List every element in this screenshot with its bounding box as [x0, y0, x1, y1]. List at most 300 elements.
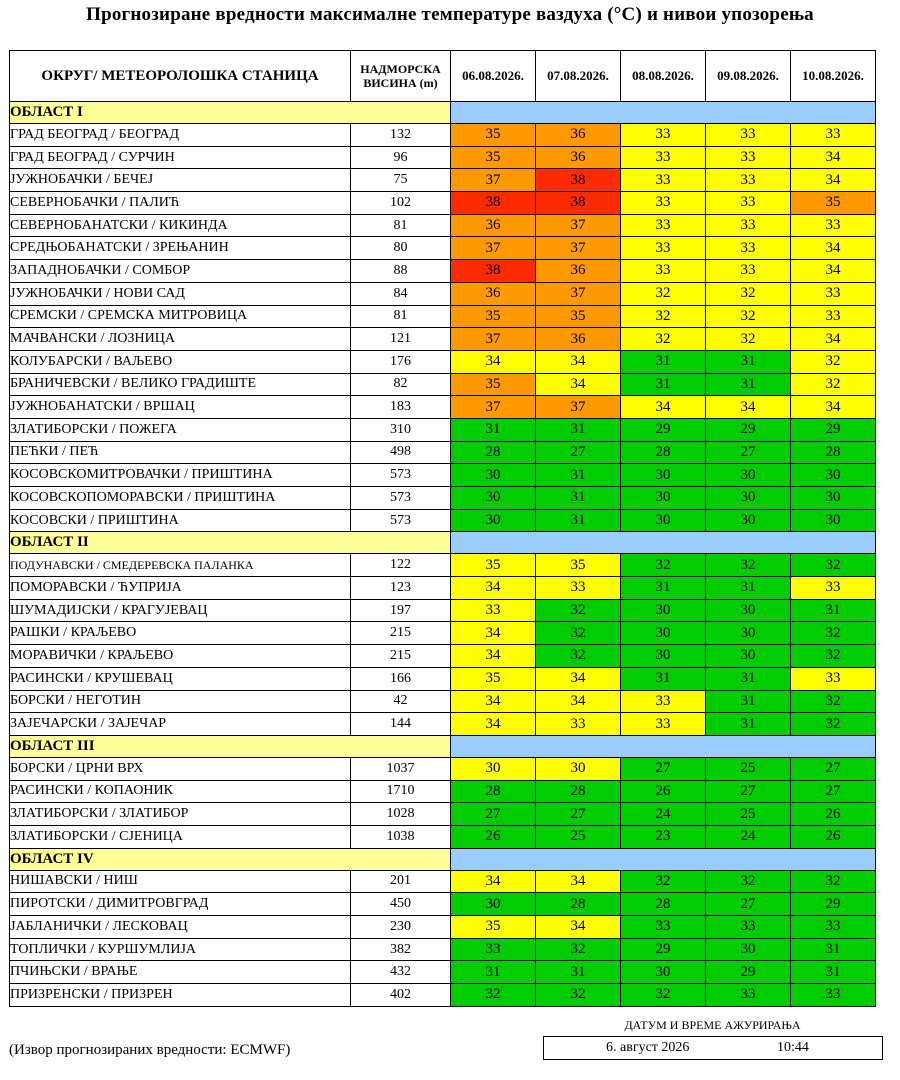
temperature-cell: 30 [621, 961, 706, 984]
temperature-cell: 34 [791, 396, 876, 419]
temperature-cell: 31 [451, 961, 536, 984]
temperature-cell: 31 [706, 690, 791, 713]
temperature-cell: 31 [536, 509, 621, 532]
region-row [10, 735, 876, 757]
temperature-cell: 37 [536, 214, 621, 237]
station-name: МАЧВАНСКИ / ЛОЗНИЦА [10, 328, 351, 351]
region-label: ОБЛАСТ III [10, 735, 451, 757]
update-time: 10:44 [777, 1040, 809, 1055]
table-row [10, 984, 876, 1007]
temperature-cell: 24 [706, 825, 791, 848]
region-row [10, 848, 876, 870]
temperature-cell: 33 [621, 690, 706, 713]
region-row [10, 532, 876, 554]
temperature-cell: 29 [791, 893, 876, 916]
temperature-cell: 33 [706, 260, 791, 283]
temperature-cell: 30 [621, 622, 706, 645]
station-name: РАСИНСКИ / КРУШЕВАЦ [10, 667, 351, 690]
station-altitude: 84 [351, 282, 451, 305]
temperature-cell: 28 [451, 441, 536, 464]
temperature-cell: 36 [536, 124, 621, 147]
table-row [10, 441, 876, 464]
table-row [10, 124, 876, 147]
temperature-cell: 33 [621, 192, 706, 215]
column-header-date: 06.08.2026. [451, 51, 536, 102]
table-row [10, 870, 876, 893]
station-altitude: 201 [351, 870, 451, 893]
station-altitude: 573 [351, 464, 451, 487]
temperature-cell: 31 [536, 487, 621, 510]
table-row [10, 350, 876, 373]
region-band [451, 735, 876, 757]
station-altitude: 122 [351, 554, 451, 577]
station-altitude: 1038 [351, 825, 451, 848]
update-box [543, 1036, 883, 1060]
column-header-date: 08.08.2026. [621, 51, 706, 102]
column-header-altitude [351, 51, 451, 102]
station-name: ПРИЗРЕНСКИ / ПРИЗРЕН [10, 984, 351, 1007]
temperature-cell: 30 [621, 599, 706, 622]
temperature-cell: 27 [536, 441, 621, 464]
temperature-cell: 31 [621, 373, 706, 396]
station-altitude: 310 [351, 418, 451, 441]
temperature-cell: 33 [791, 984, 876, 1007]
page-title: Прогнозиране вредности максималне температуре ваздуха (°C) и нивои упозорења [86, 4, 814, 25]
temperature-cell: 34 [621, 396, 706, 419]
station-altitude: 144 [351, 713, 451, 736]
temperature-cell: 27 [536, 803, 621, 826]
temperature-cell: 34 [536, 373, 621, 396]
temperature-cell: 33 [621, 916, 706, 939]
temperature-cell: 30 [706, 464, 791, 487]
temperature-cell: 31 [791, 599, 876, 622]
region-row [10, 102, 876, 124]
temperature-cell: 30 [791, 509, 876, 532]
station-name: ЈУЖНОБАЧКИ / БЕЧЕЈ [10, 169, 351, 192]
temperature-cell: 35 [451, 305, 536, 328]
source-note: (Извор прогнозираних вредности: ECMWF) [9, 1042, 291, 1058]
table-row [10, 803, 876, 826]
temperature-cell: 30 [451, 509, 536, 532]
station-name: ПЕЋКИ / ПЕЋ [10, 441, 351, 464]
temperature-cell: 34 [451, 577, 536, 600]
temperature-cell: 28 [621, 441, 706, 464]
temperature-cell: 24 [621, 803, 706, 826]
temperature-cell: 34 [791, 260, 876, 283]
table-row [10, 509, 876, 532]
temperature-cell: 32 [791, 645, 876, 668]
temperature-cell: 33 [791, 667, 876, 690]
column-header-date: 09.08.2026. [706, 51, 791, 102]
table-body [10, 102, 876, 1007]
temperature-cell: 35 [451, 554, 536, 577]
station-altitude: 132 [351, 124, 451, 147]
station-altitude: 498 [351, 441, 451, 464]
temperature-cell: 23 [621, 825, 706, 848]
temperature-cell: 34 [791, 146, 876, 169]
temperature-cell: 30 [706, 938, 791, 961]
temperature-cell: 36 [451, 282, 536, 305]
temperature-cell: 28 [536, 893, 621, 916]
station-name: РАСИНСКИ / КОПАОНИК [10, 780, 351, 803]
station-altitude: 82 [351, 373, 451, 396]
temperature-cell: 27 [791, 780, 876, 803]
station-name: КОСОВСКОПОМОРАВСКИ / ПРИШТИНА [10, 487, 351, 510]
temperature-cell: 32 [706, 328, 791, 351]
temperature-cell: 33 [791, 214, 876, 237]
temperature-cell: 34 [791, 328, 876, 351]
table-row [10, 146, 876, 169]
temperature-cell: 33 [621, 713, 706, 736]
table-row [10, 622, 876, 645]
station-altitude: 96 [351, 146, 451, 169]
temperature-cell: 33 [706, 214, 791, 237]
temperature-cell: 29 [791, 418, 876, 441]
temperature-cell: 35 [536, 554, 621, 577]
table-row [10, 464, 876, 487]
temperature-cell: 33 [621, 146, 706, 169]
temperature-cell: 34 [451, 645, 536, 668]
temperature-cell: 30 [451, 757, 536, 780]
temperature-cell: 26 [451, 825, 536, 848]
table-row [10, 554, 876, 577]
table-row [10, 780, 876, 803]
temperature-cell: 37 [451, 237, 536, 260]
temperature-cell: 32 [791, 622, 876, 645]
temperature-cell: 34 [536, 690, 621, 713]
temperature-cell: 27 [706, 893, 791, 916]
station-name: ЗАЈЕЧАРСКИ / ЗАЈЕЧАР [10, 713, 351, 736]
temperature-cell: 30 [621, 487, 706, 510]
temperature-cell: 32 [791, 870, 876, 893]
temperature-cell: 33 [621, 237, 706, 260]
station-altitude: 1028 [351, 803, 451, 826]
table-row [10, 599, 876, 622]
station-name: ГРАД БЕОГРАД / БЕОГРАД [10, 124, 351, 147]
station-name: НИШАВСКИ / НИШ [10, 870, 351, 893]
temperature-cell: 25 [706, 757, 791, 780]
temperature-cell: 34 [451, 690, 536, 713]
temperature-cell: 34 [791, 237, 876, 260]
table-row [10, 396, 876, 419]
table-row [10, 373, 876, 396]
station-name: СРЕДЊОБАНАТСКИ / ЗРЕЊАНИН [10, 237, 351, 260]
station-name: ТОПЛИЧКИ / КУРШУМЛИЈА [10, 938, 351, 961]
temperature-cell: 30 [451, 464, 536, 487]
region-label: ОБЛАСТ II [10, 532, 451, 554]
station-name: СРЕМСКИ / СРЕМСКА МИТРОВИЦА [10, 305, 351, 328]
temperature-cell: 32 [706, 870, 791, 893]
altitude-header-line2: ВИСИНА (m) [363, 76, 438, 90]
station-name: ПЧИЊСКИ / ВРАЊЕ [10, 961, 351, 984]
station-name: ГРАД БЕОГРАД / СУРЧИН [10, 146, 351, 169]
temperature-cell: 32 [791, 690, 876, 713]
temperature-cell: 27 [706, 441, 791, 464]
temperature-cell: 33 [536, 713, 621, 736]
table-row [10, 938, 876, 961]
temperature-cell: 31 [536, 961, 621, 984]
station-altitude: 215 [351, 622, 451, 645]
region-band [451, 848, 876, 870]
temperature-cell: 31 [621, 350, 706, 373]
table-row [10, 713, 876, 736]
temperature-cell: 34 [451, 622, 536, 645]
temperature-cell: 34 [451, 350, 536, 373]
temperature-cell: 35 [451, 916, 536, 939]
table-row [10, 916, 876, 939]
temperature-cell: 33 [621, 124, 706, 147]
station-altitude: 183 [351, 396, 451, 419]
station-altitude: 102 [351, 192, 451, 215]
temperature-cell: 33 [791, 124, 876, 147]
station-name: СЕВЕРНОБАЧКИ / ПАЛИЋ [10, 192, 351, 215]
temperature-cell: 26 [791, 803, 876, 826]
station-name: ПОМОРАВСКИ / ЋУПРИЈА [10, 577, 351, 600]
temperature-cell: 30 [706, 487, 791, 510]
temperature-cell: 30 [791, 487, 876, 510]
station-altitude: 197 [351, 599, 451, 622]
temperature-cell: 33 [706, 237, 791, 260]
temperature-cell: 33 [706, 124, 791, 147]
table-row [10, 418, 876, 441]
temperature-cell: 36 [536, 146, 621, 169]
station-altitude: 81 [351, 214, 451, 237]
temperature-cell: 29 [706, 961, 791, 984]
header-row [10, 51, 876, 102]
temperature-cell: 33 [706, 984, 791, 1007]
temperature-cell: 37 [536, 237, 621, 260]
temperature-cell: 34 [536, 350, 621, 373]
temperature-cell: 36 [451, 214, 536, 237]
table-row [10, 961, 876, 984]
region-label: ОБЛАСТ IV [10, 848, 451, 870]
table-row [10, 305, 876, 328]
temperature-cell: 31 [706, 350, 791, 373]
temperature-cell: 30 [706, 509, 791, 532]
temperature-cell: 31 [706, 577, 791, 600]
station-altitude: 450 [351, 893, 451, 916]
station-name: ЈАБЛАНИЧКИ / ЛЕСКОВАЦ [10, 916, 351, 939]
temperature-cell: 31 [791, 961, 876, 984]
temperature-cell: 37 [451, 169, 536, 192]
temperature-cell: 35 [451, 373, 536, 396]
temperature-cell: 29 [621, 418, 706, 441]
station-name: ЗАПАДНОБАЧКИ / СОМБОР [10, 260, 351, 283]
temperature-cell: 30 [706, 645, 791, 668]
temperature-cell: 32 [791, 350, 876, 373]
temperature-cell: 29 [706, 418, 791, 441]
temperature-cell: 31 [621, 667, 706, 690]
temperature-cell: 32 [706, 282, 791, 305]
temperature-cell: 30 [706, 599, 791, 622]
temperature-cell: 36 [536, 328, 621, 351]
station-name: ЗЛАТИБОРСКИ / ЗЛАТИБОР [10, 803, 351, 826]
temperature-cell: 34 [706, 396, 791, 419]
table-row [10, 645, 876, 668]
region-label: ОБЛАСТ I [10, 102, 451, 124]
temperature-cell: 33 [621, 260, 706, 283]
station-altitude: 573 [351, 509, 451, 532]
temperature-cell: 35 [451, 667, 536, 690]
temperature-cell: 31 [706, 373, 791, 396]
column-header-date: 10.08.2026. [791, 51, 876, 102]
temperature-cell: 33 [706, 169, 791, 192]
temperature-cell: 29 [621, 938, 706, 961]
station-name: ЗЛАТИБОРСКИ / СЈЕНИЦА [10, 825, 351, 848]
station-name: ПОДУНАВСКИ / СМЕДЕРЕВСКА ПАЛАНКА [10, 554, 351, 577]
temperature-cell: 34 [536, 667, 621, 690]
station-name: БРАНИЧЕВСКИ / ВЕЛИКО ГРАДИШТЕ [10, 373, 351, 396]
temperature-cell: 28 [621, 893, 706, 916]
station-altitude: 230 [351, 916, 451, 939]
temperature-cell: 37 [536, 396, 621, 419]
station-altitude: 75 [351, 169, 451, 192]
temperature-cell: 27 [621, 757, 706, 780]
temperature-cell: 38 [451, 192, 536, 215]
temperature-cell: 37 [536, 282, 621, 305]
temperature-cell: 37 [451, 328, 536, 351]
update-date: 6. август 2026 [606, 1040, 690, 1055]
station-altitude: 215 [351, 645, 451, 668]
station-altitude: 176 [351, 350, 451, 373]
station-name: ЈУЖНОБАНАТСКИ / ВРШАЦ [10, 396, 351, 419]
temperature-cell: 35 [791, 192, 876, 215]
temperature-cell: 32 [536, 984, 621, 1007]
column-header-station: ОКРУГ/ МЕТЕОРОЛОШКА СТАНИЦА [10, 51, 351, 102]
temperature-cell: 36 [536, 260, 621, 283]
temperature-cell: 35 [536, 305, 621, 328]
temperature-cell: 37 [451, 396, 536, 419]
temperature-cell: 32 [791, 373, 876, 396]
station-altitude: 81 [351, 305, 451, 328]
temperature-cell: 31 [536, 418, 621, 441]
temperature-cell: 32 [621, 870, 706, 893]
station-altitude: 88 [351, 260, 451, 283]
station-altitude: 166 [351, 667, 451, 690]
temperature-cell: 32 [706, 554, 791, 577]
temperature-cell: 28 [791, 441, 876, 464]
station-name: БОРСКИ / ЦРНИ ВРХ [10, 757, 351, 780]
station-altitude: 1710 [351, 780, 451, 803]
temperature-cell: 33 [791, 916, 876, 939]
temperature-cell: 34 [536, 916, 621, 939]
temperature-cell: 32 [621, 984, 706, 1007]
station-altitude: 121 [351, 328, 451, 351]
station-name: БОРСКИ / НЕГОТИН [10, 690, 351, 713]
station-name: МОРАВИЧКИ / КРАЉЕВО [10, 645, 351, 668]
table-row [10, 260, 876, 283]
temperature-cell: 33 [451, 938, 536, 961]
temperature-cell: 33 [706, 192, 791, 215]
temperature-cell: 28 [536, 780, 621, 803]
temperature-cell: 30 [451, 487, 536, 510]
temperature-cell: 33 [791, 282, 876, 305]
station-name: КОЛУБАРСКИ / ВАЉЕВО [10, 350, 351, 373]
region-band [451, 532, 876, 554]
temperature-cell: 30 [791, 464, 876, 487]
temperature-cell: 31 [451, 418, 536, 441]
station-altitude: 123 [351, 577, 451, 600]
temperature-cell: 33 [706, 146, 791, 169]
table-row [10, 282, 876, 305]
altitude-header-line1: НАДМОРСКА [360, 62, 441, 76]
temperature-cell: 30 [706, 622, 791, 645]
temperature-cell: 33 [451, 599, 536, 622]
temperature-cell: 38 [451, 260, 536, 283]
temperature-cell: 33 [791, 305, 876, 328]
temperature-cell: 38 [536, 169, 621, 192]
table-row [10, 237, 876, 260]
column-header-date: 07.08.2026. [536, 51, 621, 102]
temperature-cell: 33 [791, 577, 876, 600]
temperature-cell: 32 [451, 984, 536, 1007]
table-row [10, 169, 876, 192]
station-altitude: 402 [351, 984, 451, 1007]
temperature-cell: 32 [536, 599, 621, 622]
station-name: ЈУЖНОБАЧКИ / НОВИ САД [10, 282, 351, 305]
table-row [10, 487, 876, 510]
station-name: КОСОВСКИ / ПРИШТИНА [10, 509, 351, 532]
temperature-cell: 33 [621, 214, 706, 237]
temperature-cell: 30 [451, 893, 536, 916]
station-altitude: 42 [351, 690, 451, 713]
temperature-cell: 35 [451, 146, 536, 169]
temperature-cell: 31 [621, 577, 706, 600]
temperature-cell: 27 [791, 757, 876, 780]
station-name: КОСОВСКОМИТРОВАЧКИ / ПРИШТИНА [10, 464, 351, 487]
temperature-cell: 27 [451, 803, 536, 826]
table-row [10, 667, 876, 690]
temperature-cell: 27 [706, 780, 791, 803]
temperature-cell: 30 [621, 645, 706, 668]
table-row [10, 577, 876, 600]
update-label: ДАТУМ И ВРЕМЕ АЖУРИРАЊА [624, 1018, 801, 1032]
station-name: ПИРОТСКИ / ДИМИТРОВГРАД [10, 893, 351, 916]
table-row [10, 757, 876, 780]
temperature-cell: 28 [451, 780, 536, 803]
temperature-cell: 30 [621, 509, 706, 532]
temperature-cell: 31 [706, 667, 791, 690]
station-altitude: 1037 [351, 757, 451, 780]
table-row [10, 690, 876, 713]
temperature-cell: 31 [536, 464, 621, 487]
temperature-cell: 33 [621, 169, 706, 192]
temperature-cell: 33 [536, 577, 621, 600]
temperature-cell: 30 [621, 464, 706, 487]
temperature-cell: 32 [791, 713, 876, 736]
temperature-cell: 32 [621, 305, 706, 328]
temperature-cell: 26 [791, 825, 876, 848]
temperature-cell: 33 [706, 916, 791, 939]
table-row [10, 328, 876, 351]
station-name: ЗЛАТИБОРСКИ / ПОЖЕГА [10, 418, 351, 441]
temperature-cell: 38 [536, 192, 621, 215]
temperature-cell: 34 [536, 870, 621, 893]
temperature-cell: 31 [791, 938, 876, 961]
temperature-cell: 34 [451, 713, 536, 736]
temperature-cell: 35 [451, 124, 536, 147]
station-name: ШУМАДИЈСКИ / КРАГУЈЕВАЦ [10, 599, 351, 622]
temperature-cell: 32 [536, 622, 621, 645]
table-row [10, 893, 876, 916]
station-altitude: 573 [351, 487, 451, 510]
temperature-cell: 34 [451, 870, 536, 893]
forecast-table [9, 50, 876, 1007]
temperature-cell: 32 [621, 328, 706, 351]
station-altitude: 432 [351, 961, 451, 984]
region-band [451, 102, 876, 124]
temperature-cell: 32 [536, 938, 621, 961]
